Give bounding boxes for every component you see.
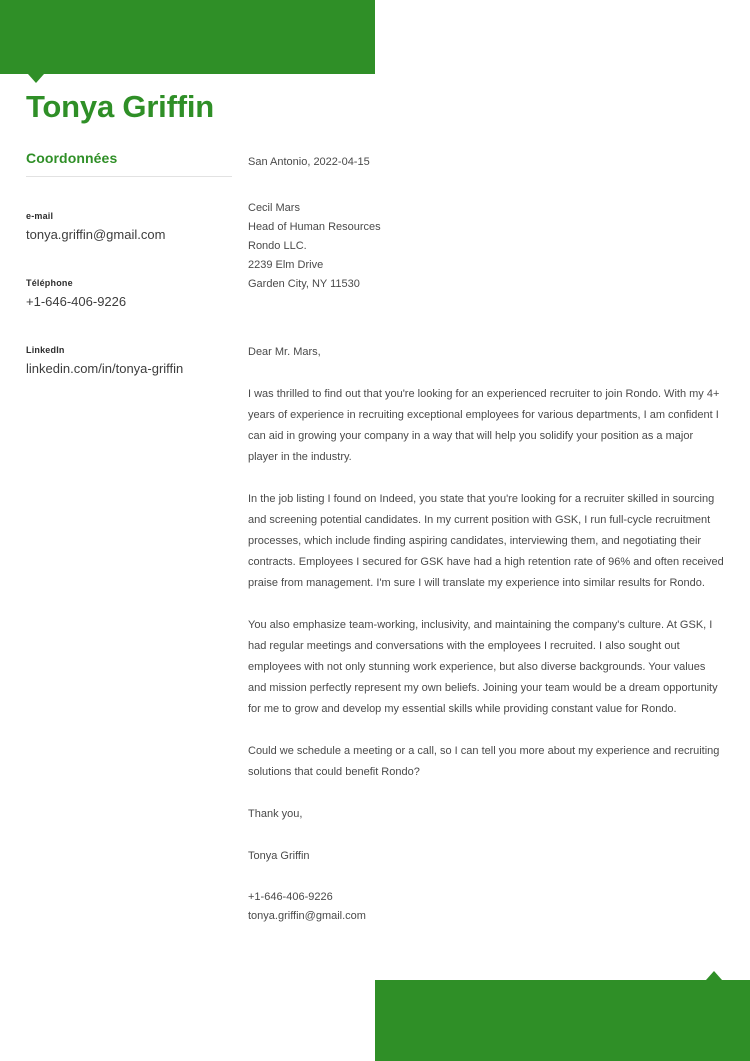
recipient-address-block — [248, 199, 724, 294]
contact-value-phone[interactable]: +1-646-406-9226 — [26, 293, 127, 309]
recipient-line: Cecil Mars — [248, 202, 300, 214]
recipient-line: 2239 Elm Drive — [248, 259, 324, 271]
letter-body — [248, 152, 724, 926]
signature-phone: +1-646-406-9226 — [248, 891, 333, 903]
contact-label-email: e-mail — [26, 211, 54, 221]
contact-value-email[interactable]: tonya.griffin@gmail.com — [26, 227, 166, 242]
letter-paragraph: I was thrilled to find out that you're looking for an experienced recruiter to join Rondo. With my 4+ years of experience in recruiting exceptional employees for various departments, I am confident I can aid in growing your company in a way that will help you solidify your position as a major player in the industry. — [248, 388, 720, 463]
signature-contact-block — [248, 888, 724, 926]
letter-paragraph: Could we schedule a meeting or a call, so I can tell you more about my experience and recruiting solutions that could benefit Rondo? — [248, 745, 720, 778]
page-title: Tonya Griffin — [26, 89, 214, 124]
recipient-line: Garden City, NY 11530 — [248, 278, 360, 290]
contact-label-linkedin: LinkedIn — [26, 344, 65, 355]
contact-item-linkedin — [26, 345, 232, 378]
contact-item-phone — [26, 278, 232, 311]
contact-label-phone: Téléphone — [26, 277, 73, 288]
letter-date: San Antonio, 2022-04-15 — [248, 156, 370, 168]
sidebar-section-title: Coordonnées — [26, 150, 232, 177]
signature-email: tonya.griffin@gmail.com — [248, 910, 366, 922]
contact-item-email — [26, 211, 232, 244]
footer-accent-band — [375, 980, 750, 1061]
contact-value-linkedin[interactable]: linkedin.com/in/tonya-griffin — [26, 360, 184, 376]
header-accent-band — [0, 0, 375, 74]
recipient-line: Head of Human Resources — [248, 221, 381, 233]
letter-paragraph: In the job listing I found on Indeed, you state that you're looking for a recruiter skilled in sourcing and screening potential candidates. In my current position with GSK, I run full-cycle recruitment processes, which include finding aspiring candidates, interviewing them, and negotiating their contracts. Employees I secured for GSK have had a high retention rate of 96% and often received praise from management. I'm sure I will translate my experience into similar results for Rondo. — [248, 493, 724, 589]
letter-closing: Thank you, — [248, 808, 303, 820]
header-notch-triangle-icon — [28, 74, 44, 83]
footer-notch-triangle-icon — [706, 971, 722, 980]
recipient-line: Rondo LLC. — [248, 240, 307, 252]
letter-salutation: Dear Mr. Mars, — [248, 346, 321, 358]
letter-paragraph: You also emphasize team-working, inclusivity, and maintaining the company's culture. At GSK, I had regular meetings and conversations with the employees I recruited. I also sought out employees with not only stunning work experience, but also diverse backgrounds. Your values and mission perfectly represent my own beliefs. Joining your team would be a dream opportunity for me to grow and develop my essential skills while providing constant value for Rondo. — [248, 619, 718, 715]
contact-sidebar — [26, 150, 232, 378]
signature-name: Tonya Griffin — [248, 850, 310, 862]
